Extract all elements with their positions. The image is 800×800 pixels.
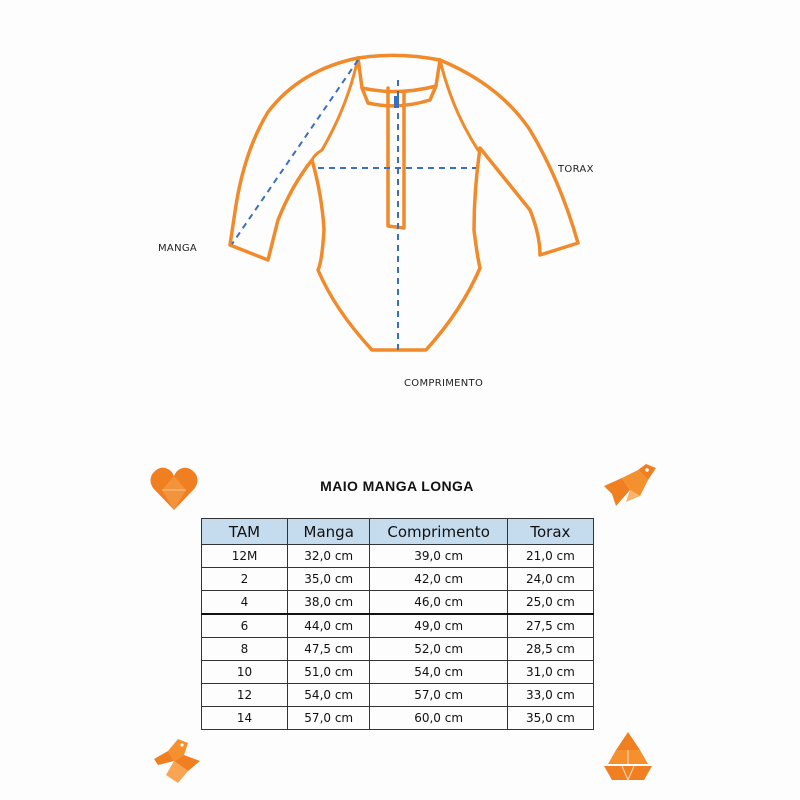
table-row: [202, 614, 594, 638]
cell-tam: 2: [202, 568, 288, 591]
cell-torax: 21,0 cm: [507, 545, 593, 568]
table-header-row: [202, 519, 594, 545]
cell-manga: 54,0 cm: [288, 684, 370, 707]
column-header-manga: Manga: [288, 519, 370, 545]
cell-comprimento: 57,0 cm: [370, 684, 507, 707]
cell-manga: 38,0 cm: [288, 591, 370, 615]
cell-torax: 35,0 cm: [507, 707, 593, 730]
table-row: [202, 545, 594, 568]
cell-manga: 44,0 cm: [288, 614, 370, 638]
bird-icon: [600, 460, 658, 512]
table-row: [202, 684, 594, 707]
table-row: [202, 707, 594, 730]
cell-comprimento: 49,0 cm: [370, 614, 507, 638]
zipper-teeth: [394, 96, 399, 108]
cell-tam: 14: [202, 707, 288, 730]
table-row: [202, 638, 594, 661]
swimsuit-outline: [230, 55, 578, 350]
cell-tam: 4: [202, 591, 288, 615]
cell-comprimento: 54,0 cm: [370, 661, 507, 684]
heart-icon: [148, 462, 200, 514]
cell-comprimento: 52,0 cm: [370, 638, 507, 661]
column-header-tam: TAM: [202, 519, 288, 545]
cell-manga: 57,0 cm: [288, 707, 370, 730]
cell-torax: 25,0 cm: [507, 591, 593, 615]
cell-tam: 12: [202, 684, 288, 707]
cell-tam: 8: [202, 638, 288, 661]
cell-torax: 31,0 cm: [507, 661, 593, 684]
size-table: [201, 518, 594, 730]
cell-manga: 32,0 cm: [288, 545, 370, 568]
cell-manga: 47,5 cm: [288, 638, 370, 661]
label-manga: MANGA: [158, 243, 198, 254]
cell-manga: 35,0 cm: [288, 568, 370, 591]
table-row: [202, 661, 594, 684]
cell-tam: 10: [202, 661, 288, 684]
cell-tam: 6: [202, 614, 288, 638]
cell-torax: 27,5 cm: [507, 614, 593, 638]
cell-comprimento: 60,0 cm: [370, 707, 507, 730]
cell-torax: 33,0 cm: [507, 684, 593, 707]
cell-comprimento: 39,0 cm: [370, 545, 507, 568]
cell-comprimento: 42,0 cm: [370, 568, 507, 591]
label-torax: TORAX: [558, 164, 594, 175]
column-header-torax: Torax: [507, 519, 593, 545]
cell-manga: 51,0 cm: [288, 661, 370, 684]
column-header-comprimento: Comprimento: [370, 519, 507, 545]
measure-lines: [232, 60, 476, 350]
cell-torax: 28,5 cm: [507, 638, 593, 661]
cell-comprimento: 46,0 cm: [370, 591, 507, 615]
table-title: MAIO MANGA LONGA: [320, 478, 474, 494]
bird-icon: [148, 735, 206, 785]
tangram-boat-icon: [600, 728, 656, 784]
table-row: [202, 591, 594, 615]
label-comprimento: COMPRIMENTO: [404, 378, 484, 389]
cell-torax: 24,0 cm: [507, 568, 593, 591]
cell-tam: 12M: [202, 545, 288, 568]
table-row: [202, 568, 594, 591]
